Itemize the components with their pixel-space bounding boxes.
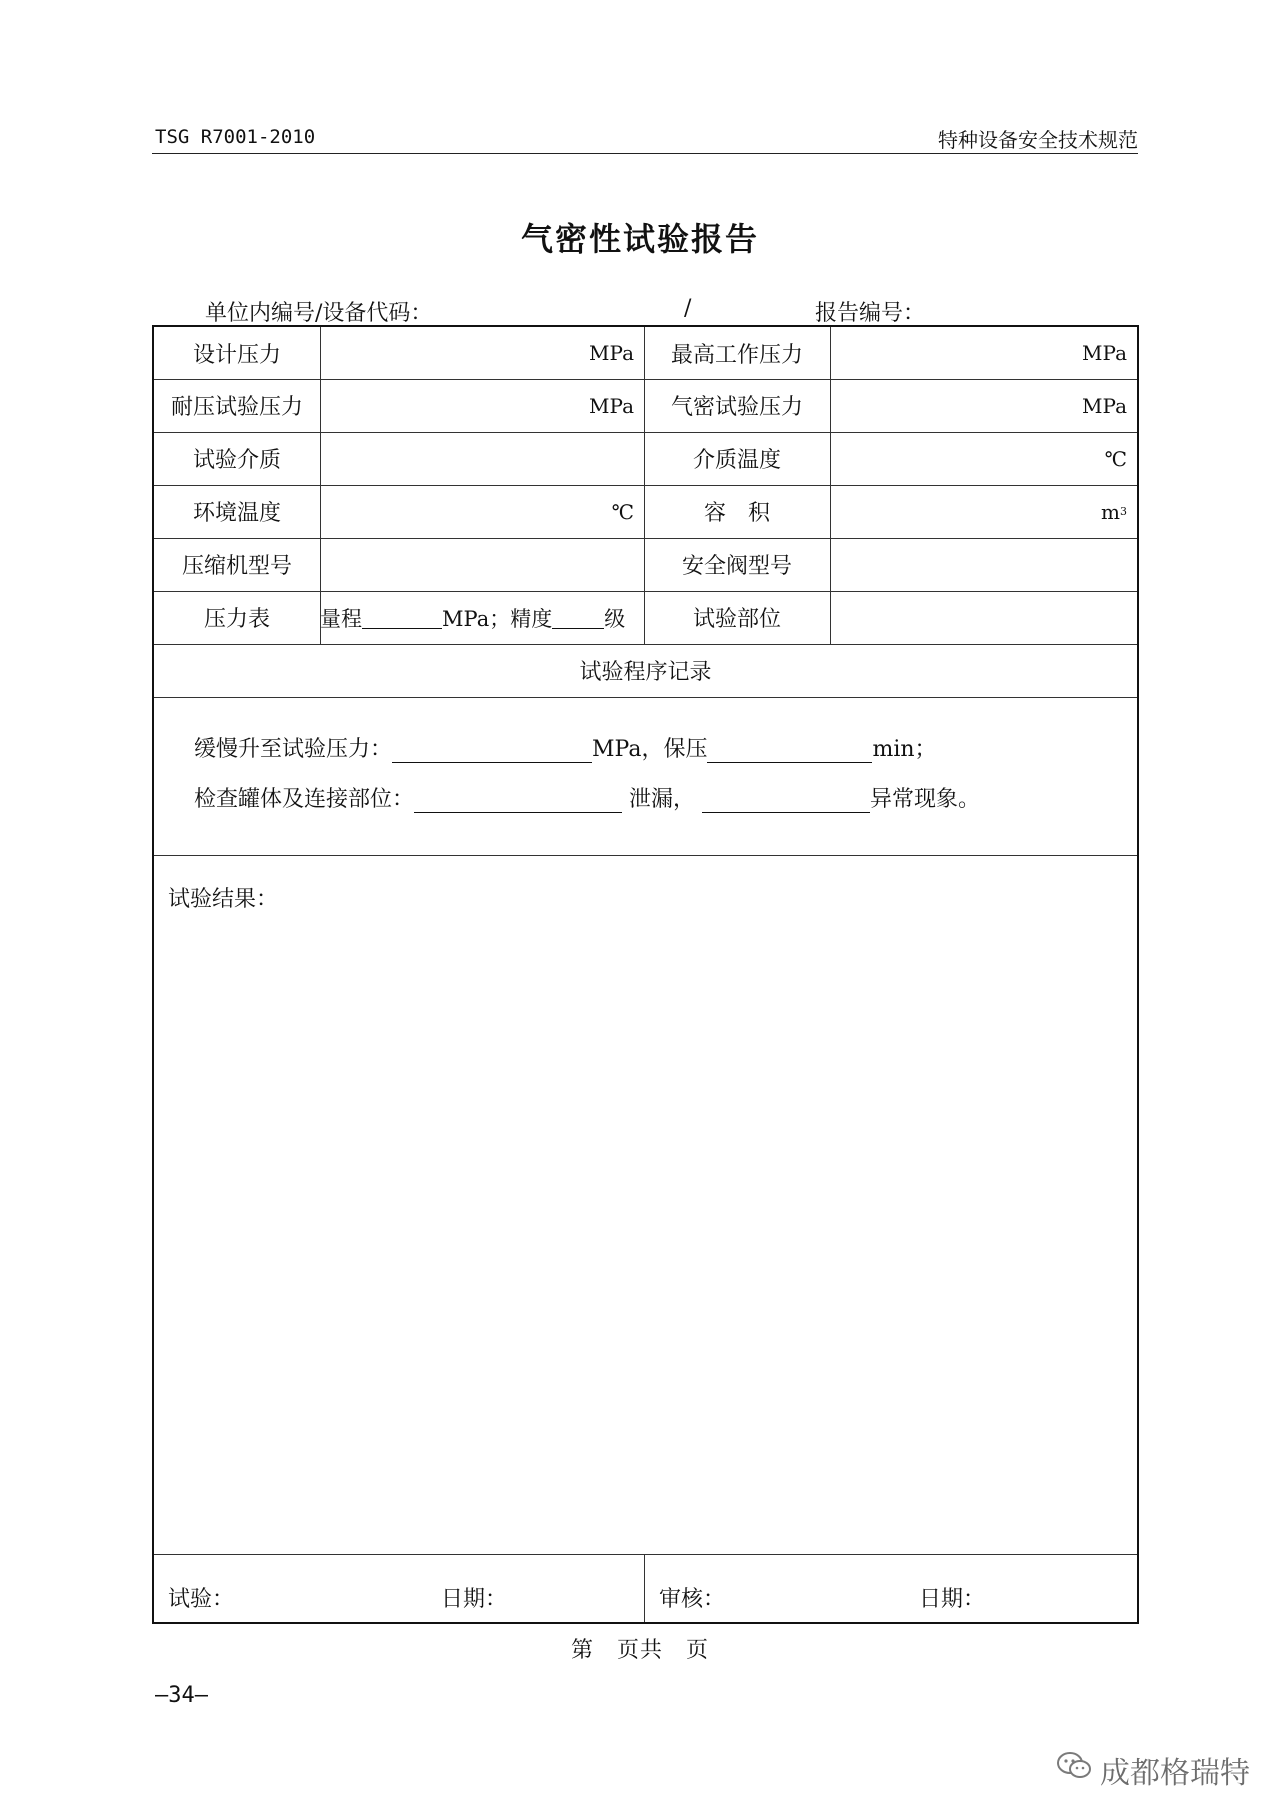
safety-valve-model-field[interactable] <box>830 538 1137 591</box>
column-divider <box>644 1554 645 1622</box>
test-pressure-blank[interactable] <box>392 740 592 763</box>
design-pressure-label: 设计压力 <box>192 342 281 368</box>
procedure-line-2 <box>194 782 980 813</box>
ambient-temperature-field[interactable] <box>320 485 644 538</box>
wechat-icon <box>1056 1751 1092 1789</box>
unit-code-label: 单位内编号/设备代码： <box>205 301 433 326</box>
reviewer-label: 审核： <box>659 1587 726 1612</box>
unit-text: MPa <box>589 341 634 365</box>
unit-text: ℃ <box>611 499 634 524</box>
hold-time-blank[interactable] <box>707 740 872 763</box>
header-rule <box>152 153 1138 154</box>
report-form <box>152 325 1139 1624</box>
page-number: —34— <box>155 1683 208 1708</box>
tester-label: 试验： <box>168 1587 235 1612</box>
leak-blank[interactable] <box>414 790 622 813</box>
ambient-temperature-label: 环境温度 <box>192 501 281 526</box>
airtight-test-pressure-field[interactable] <box>830 379 1137 432</box>
pressure-gauge-label: 压力表 <box>203 607 270 632</box>
results-label: 试验结果： <box>168 887 279 912</box>
max-working-pressure-field[interactable] <box>830 327 1137 379</box>
page-title: 气密性试验报告 <box>520 220 759 258</box>
unit-superscript: 3 <box>1120 505 1127 518</box>
procedure-heading: 试验程序记录 <box>579 660 712 685</box>
test-medium-label: 试验介质 <box>192 448 281 473</box>
unit-text: m <box>1101 499 1120 524</box>
pressure-test-pressure-label: 耐压试验压力 <box>170 395 303 420</box>
unit-text: MPa <box>1082 393 1127 418</box>
unit-text: MPa <box>1082 341 1127 365</box>
unit-text: ℃ <box>1104 446 1127 471</box>
compressor-model-field[interactable] <box>320 538 644 591</box>
airtight-test-pressure-label: 气密试验压力 <box>670 395 803 420</box>
test-date-label: 日期： <box>441 1587 508 1612</box>
test-medium-field[interactable] <box>320 432 644 485</box>
review-date-label: 日期： <box>919 1587 986 1612</box>
gauge-range-blank[interactable] <box>362 606 442 629</box>
watermark <box>1056 1748 1250 1792</box>
gauge-unit-precision: MPa；精度 <box>442 606 553 631</box>
design-pressure-field[interactable] <box>320 327 644 379</box>
pressure-test-pressure-field[interactable] <box>320 379 644 432</box>
safety-valve-model-label: 安全阀型号 <box>681 554 792 579</box>
test-location-field[interactable] <box>830 591 1137 644</box>
gauge-precision-blank[interactable] <box>552 606 604 629</box>
procedure-text: 检查罐体及连接部位： <box>194 787 415 812</box>
procedure-line-1 <box>194 732 937 763</box>
procedure-text: 泄漏， <box>629 787 696 812</box>
report-number-label: 报告编号： <box>815 301 926 326</box>
procedure-text: 异常现象。 <box>870 787 981 812</box>
volume-label: 容 积 <box>703 501 770 526</box>
header-category: 特种设备安全技术规范 <box>938 128 1138 152</box>
medium-temperature-label: 介质温度 <box>692 448 781 473</box>
test-location-label: 试验部位 <box>692 607 781 632</box>
code-slash: / <box>684 296 692 321</box>
procedure-text: 缓慢升至试验压力： <box>194 737 393 762</box>
row-divider <box>154 1554 1137 1555</box>
unit-text: MPa <box>589 393 634 418</box>
row-divider <box>154 697 1137 698</box>
max-working-pressure-label: 最高工作压力 <box>670 342 803 368</box>
medium-temperature-field[interactable] <box>830 432 1137 485</box>
compressor-model-label: 压缩机型号 <box>181 554 292 579</box>
volume-field[interactable] <box>830 485 1137 538</box>
standard-code: TSG R7001-2010 <box>155 126 316 148</box>
abnormal-blank[interactable] <box>702 790 870 813</box>
watermark-text: 成都格瑞特 <box>1100 1756 1250 1791</box>
results-area[interactable] <box>154 855 1137 1554</box>
procedure-text: MPa，保压 <box>592 737 708 762</box>
pressure-gauge-field[interactable] <box>320 591 644 644</box>
procedure-text: min； <box>872 737 937 762</box>
gauge-range-label: 量程 <box>320 606 362 631</box>
gauge-grade: 级 <box>604 606 626 631</box>
page-count-line: 第 页共 页 <box>570 1638 709 1663</box>
